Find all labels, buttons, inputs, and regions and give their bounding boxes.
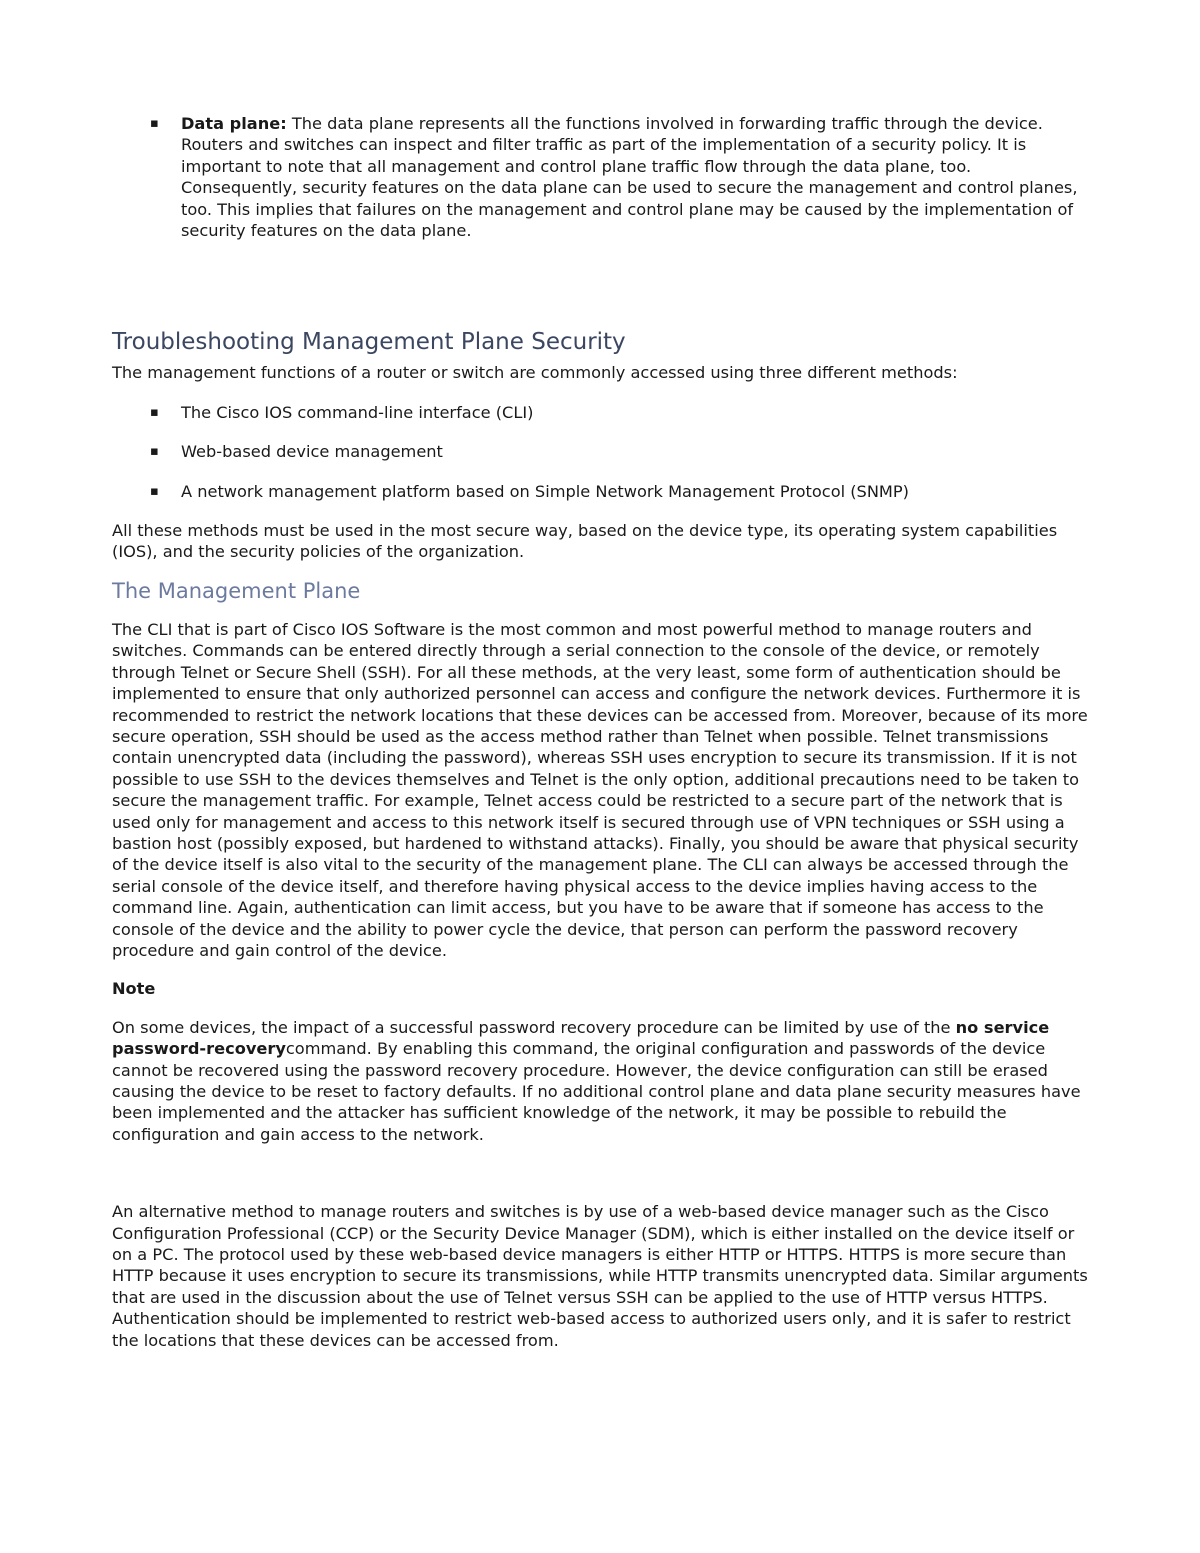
bullet-icon: ▪: [150, 404, 159, 420]
management-plane-heading: The Management Plane: [112, 578, 361, 603]
method-label: A network management platform based on Simple Network Management Protocol (SNMP): [181, 481, 909, 501]
data-plane-text: The data plane represents all the functions involved in forwarding traffic through the device. Routers and switches can inspect and filter traffic as part of the implementation of a security policy. It is important to note that all management and control plane traffic flow through the data plane, too. Consequently, security features on the data plane can be used to secure the management and control planes, too. This implies that failures on the management and control plane may be caused by the implementation of security features on the data plane.: [181, 114, 1078, 241]
note-text-after: command. By enabling this command, the original configuration and passwords of the device cannot be recovered using the password recovery procedure. However, the device configuration can still be erased causing the device to be reset to factory defaults. If no additional control plane and data plane security measures have been implemented and the attacker has sufficient knowledge of the network, it may be possible to rebuild the configuration and gain access to the network.: [112, 1039, 1081, 1144]
note-label: Note: [112, 979, 156, 999]
list-item: [112, 402, 1092, 423]
section-title: Troubleshooting Management Plane Security: [112, 329, 626, 356]
bullet-icon: ▪: [150, 116, 159, 131]
data-plane-list: [112, 113, 1092, 241]
note-text-before: On some devices, the impact of a successful password recovery procedure can be limited by use of the: [112, 1017, 956, 1037]
data-plane-term: Data plane:: [181, 114, 287, 133]
management-plane-body: The CLI that is part of Cisco IOS Software is the most common and most powerful method to manage routers and switches. Commands can be entered directly through a serial connection to the console of the device, or remotely through Telnet or Secure Shell (SSH). For all these methods, at the very least, some form of authentication should be implemented to ensure that only authorized personnel can access and configure the network devices. Furthermore it is recommended to restrict the network locations that these devices can be accessed from. Moreover, because of its more secure operation, SSH should be used as the access method rather than Telnet when possible. Telnet transmissions contain unencrypted data (including the password), whereas SSH uses encryption to secure its transmission. If it is not possible to use SSH to the devices themselves and Telnet is the only option, additional precautions need to be taken to secure the management traffic. For example, Telnet access could be restricted to a secure part of the network that is used only for management and access to this network itself is secured through use of VPN techniques or SSH using a bastion host (possibly exposed, but hardened to withstand attacks). Finally, you should be aware that physical security of the device itself is also vital to the security of the management plane. The CLI can always be accessed through the serial console of the device itself, and therefore having physical access to the device implies having access to the command line. Again, authentication can limit access, but you have to be aware that if someone has access to the console of the device and the ability to power cycle the device, that person can perform the password recovery procedure and gain control of the device.: [112, 619, 1088, 960]
section-summary: All these methods must be used in the most secure way, based on the device type, its operating system capabilities (IOS), and the security policies of the organization.: [112, 521, 1058, 562]
list-item: [112, 481, 1092, 502]
bullet-icon: ▪: [150, 444, 159, 460]
methods-list: [112, 402, 1092, 502]
method-label: Web-based device management: [181, 442, 443, 462]
web-management-body: An alternative method to manage routers and switches is by use of a web-based device manager such as the Cisco Configuration Professional (CCP) or the Security Device Manager (SDM), which is either installed on the device itself or on a PC. The protocol used by these web-based device managers is either HTTP or HTTPS. HTTPS is more secure than HTTP because it uses encryption to secure its transmissions, while HTTP transmits unencrypted data. Similar arguments that are used in the discussion about the use of Telnet versus SSH can be applied to the use of HTTP versus HTTPS. Authentication should be implemented to restrict web-based access to authorized users only, and it is safer to restrict the locations that these devices can be accessed from.: [112, 1202, 1088, 1350]
section-intro: The management functions of a router or switch are commonly accessed using three different methods:: [112, 363, 958, 383]
note-body: [112, 1017, 1092, 1145]
method-label: The Cisco IOS command-line interface (CLI): [181, 402, 534, 422]
bullet-icon: ▪: [150, 483, 159, 499]
list-item: [112, 441, 1092, 462]
note-command: no service password-recovery: [112, 1017, 1050, 1059]
document-page: [112, 112, 1092, 1351]
data-plane-item: [112, 113, 1092, 241]
